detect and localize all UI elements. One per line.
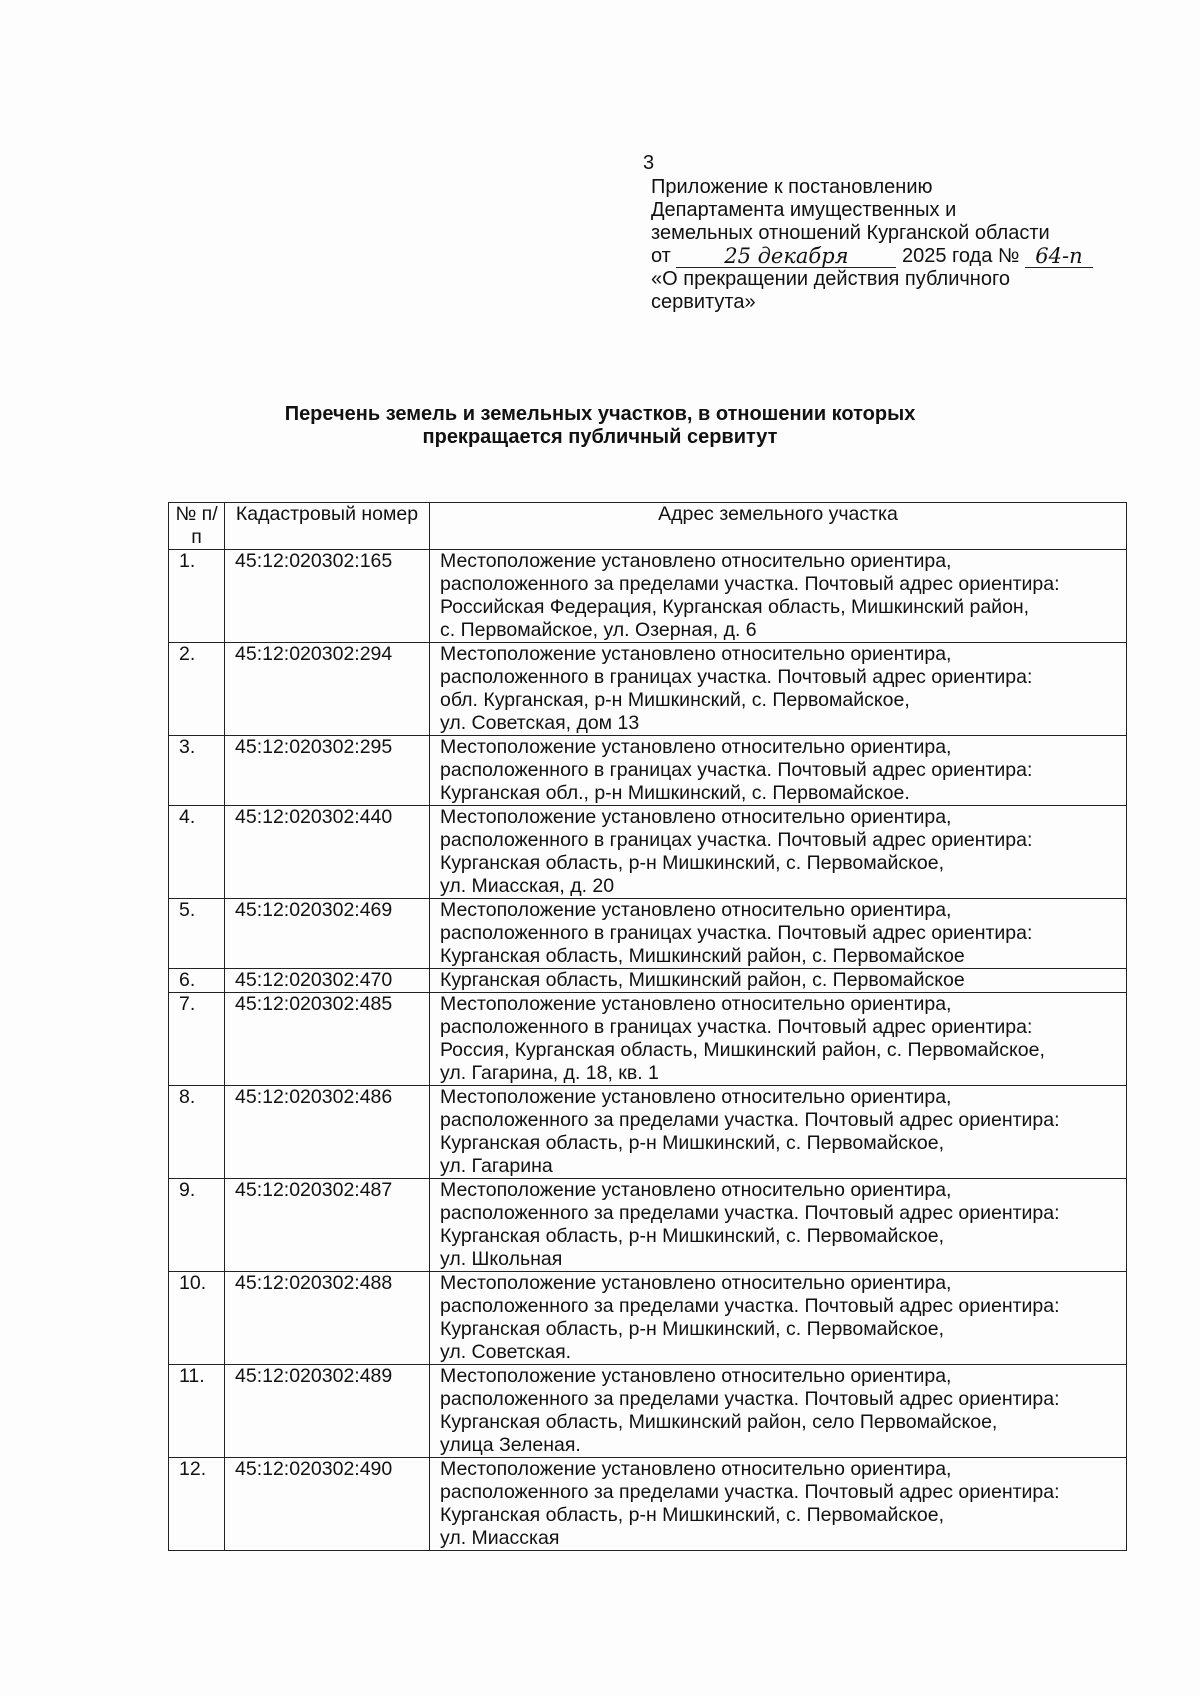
address-line: расположенного в границах участка. Почтовый адрес ориентира:: [440, 922, 1033, 944]
date-prefix: от: [651, 245, 671, 267]
page-number: 3: [643, 152, 655, 174]
appendix-line-6: сервитута»: [651, 291, 756, 313]
address-line: Курганская область, р-н Мишкинский, с. Первомайское,: [440, 852, 945, 874]
appendix-date-line: [651, 245, 1151, 268]
address-line: расположенного в границах участка. Почтовый адрес ориентира:: [440, 666, 1033, 688]
parcels-table: [168, 502, 1127, 1551]
table-row: [169, 969, 1127, 993]
cadastral-number: 45:12:020302:485: [225, 993, 430, 1086]
cadastral-number: 45:12:020302:469: [225, 899, 430, 969]
address-line: ул. Миасская: [440, 1527, 560, 1549]
cadastral-number: 45:12:020302:486: [225, 1086, 430, 1179]
row-number: 10.: [169, 1272, 225, 1365]
address-line: Местоположение установлено относительно ориентира,: [440, 899, 952, 921]
address-line: расположенного за пределами участка. Почтовый адрес ориентира:: [440, 1202, 1060, 1224]
parcel-address: [430, 643, 1127, 736]
address-line: улица Зеленая.: [440, 1434, 581, 1456]
appendix-header: [651, 176, 1151, 314]
row-number: 7.: [169, 993, 225, 1086]
year-text: 2025 года №: [901, 245, 1020, 267]
cadastral-number: 45:12:020302:487: [225, 1179, 430, 1272]
cadastral-number: 45:12:020302:488: [225, 1272, 430, 1365]
address-line: обл. Курганская, р-н Мишкинский, с. Первомайское,: [440, 689, 910, 711]
appendix-line-3: земельных отношений Курганской области: [651, 222, 1050, 244]
document-title: [150, 403, 1050, 449]
address-line: Местоположение установлено относительно ориентира,: [440, 1179, 952, 1201]
address-line: Курганская область, Мишкинский район, с. Первомайское: [440, 969, 965, 991]
address-line: с. Первомайское, ул. Озерная, д. 6: [440, 619, 757, 641]
table-row: [169, 1272, 1127, 1365]
header-address: Адрес земельного участка: [430, 503, 1127, 550]
row-number: 11.: [169, 1365, 225, 1458]
address-line: Курганская область, р-н Мишкинский, с. Первомайское,: [440, 1318, 945, 1340]
row-number: 1.: [169, 550, 225, 643]
address-line: Местоположение установлено относительно ориентира,: [440, 1458, 952, 1480]
table-row: [169, 550, 1127, 643]
parcel-address: [430, 1458, 1127, 1551]
address-line: Местоположение установлено относительно ориентира,: [440, 550, 952, 572]
address-line: Курганская обл., р-н Мишкинский, с. Первомайское.: [440, 782, 910, 804]
address-line: ул. Миасская, д. 20: [440, 875, 615, 897]
address-line: Местоположение установлено относительно ориентира,: [440, 643, 952, 665]
cadastral-number: 45:12:020302:440: [225, 806, 430, 899]
header-num: № п/п: [169, 503, 225, 550]
address-line: расположенного в границах участка. Почтовый адрес ориентира:: [440, 1016, 1033, 1038]
parcel-address: [430, 806, 1127, 899]
address-line: расположенного в границах участка. Почтовый адрес ориентира:: [440, 759, 1033, 781]
table-row: [169, 1179, 1127, 1272]
address-line: ул. Советская, дом 13: [440, 712, 640, 734]
handwritten-number: 64-п: [1035, 244, 1083, 268]
parcel-address: [430, 550, 1127, 643]
address-line: Курганская область, р-н Мишкинский, с. Первомайское,: [440, 1504, 945, 1526]
address-line: расположенного за пределами участка. Почтовый адрес ориентира:: [440, 1109, 1060, 1131]
cadastral-number: 45:12:020302:165: [225, 550, 430, 643]
table-row: [169, 1086, 1127, 1179]
address-line: Россия, Курганская область, Мишкинский район, с. Первомайское,: [440, 1039, 1045, 1061]
table-row: [169, 899, 1127, 969]
parcel-address: [430, 899, 1127, 969]
table-row: [169, 1365, 1127, 1458]
table-row: [169, 1458, 1127, 1551]
cadastral-number: 45:12:020302:490: [225, 1458, 430, 1551]
appendix-line-2: Департамента имущественных и: [651, 199, 957, 221]
cadastral-number: 45:12:020302:489: [225, 1365, 430, 1458]
table-row: [169, 736, 1127, 806]
appendix-line-1: Приложение к постановлению: [651, 176, 933, 198]
address-line: расположенного за пределами участка. Почтовый адрес ориентира:: [440, 1481, 1060, 1503]
parcel-address: [430, 1272, 1127, 1365]
table-row: [169, 643, 1127, 736]
address-line: ул. Гагарина: [440, 1155, 553, 1177]
row-number: 6.: [169, 969, 225, 993]
parcel-address: [430, 993, 1127, 1086]
parcel-address: [430, 969, 1127, 993]
address-line: Местоположение установлено относительно ориентира,: [440, 736, 952, 758]
row-number: 9.: [169, 1179, 225, 1272]
row-number: 5.: [169, 899, 225, 969]
row-number: 3.: [169, 736, 225, 806]
parcel-address: [430, 1086, 1127, 1179]
table-row: [169, 993, 1127, 1086]
cadastral-number: 45:12:020302:295: [225, 736, 430, 806]
title-line-2: прекращается публичный сервитут: [422, 426, 778, 448]
address-line: расположенного в границах участка. Почтовый адрес ориентира:: [440, 829, 1033, 851]
row-number: 2.: [169, 643, 225, 736]
cadastral-number: 45:12:020302:294: [225, 643, 430, 736]
address-line: Курганская область, р-н Мишкинский, с. Первомайское,: [440, 1225, 945, 1247]
appendix-line-5: «О прекращении действия публичного: [651, 268, 1010, 290]
address-line: расположенного за пределами участка. Почтовый адрес ориентира:: [440, 573, 1060, 595]
address-line: Местоположение установлено относительно ориентира,: [440, 1365, 952, 1387]
title-line-1: Перечень земель и земельных участков, в отношении которых: [284, 403, 916, 425]
address-line: Местоположение установлено относительно ориентира,: [440, 1086, 952, 1108]
address-line: Местоположение установлено относительно ориентира,: [440, 993, 952, 1015]
address-line: Курганская область, Мишкинский район, с. Первомайское: [440, 945, 965, 967]
row-number: 8.: [169, 1086, 225, 1179]
address-line: Курганская область, р-н Мишкинский, с. Первомайское,: [440, 1132, 945, 1154]
cadastral-number: 45:12:020302:470: [225, 969, 430, 993]
address-line: расположенного за пределами участка. Почтовый адрес ориентира:: [440, 1295, 1060, 1317]
number-blank: [1025, 246, 1093, 268]
address-line: Российская Федерация, Курганская область, Мишкинский район,: [440, 596, 1030, 618]
parcel-address: [430, 736, 1127, 806]
address-line: ул. Советская.: [440, 1341, 572, 1363]
row-number: 12.: [169, 1458, 225, 1551]
header-cadastral: Кадастровый номер: [225, 503, 430, 550]
handwritten-date: 25 декабря: [724, 244, 849, 268]
address-line: Курганская область, Мишкинский район, село Первомайское,: [440, 1411, 998, 1433]
address-line: Местоположение установлено относительно ориентира,: [440, 1272, 952, 1294]
parcel-address: [430, 1179, 1127, 1272]
date-blank: [676, 246, 896, 268]
row-number: 4.: [169, 806, 225, 899]
address-line: ул. Школьная: [440, 1248, 563, 1270]
table-row: [169, 806, 1127, 899]
address-line: расположенного за пределами участка. Почтовый адрес ориентира:: [440, 1388, 1060, 1410]
address-line: Местоположение установлено относительно ориентира,: [440, 806, 952, 828]
parcel-address: [430, 1365, 1127, 1458]
address-line: ул. Гагарина, д. 18, кв. 1: [440, 1062, 659, 1084]
table-header-row: [169, 503, 1127, 550]
